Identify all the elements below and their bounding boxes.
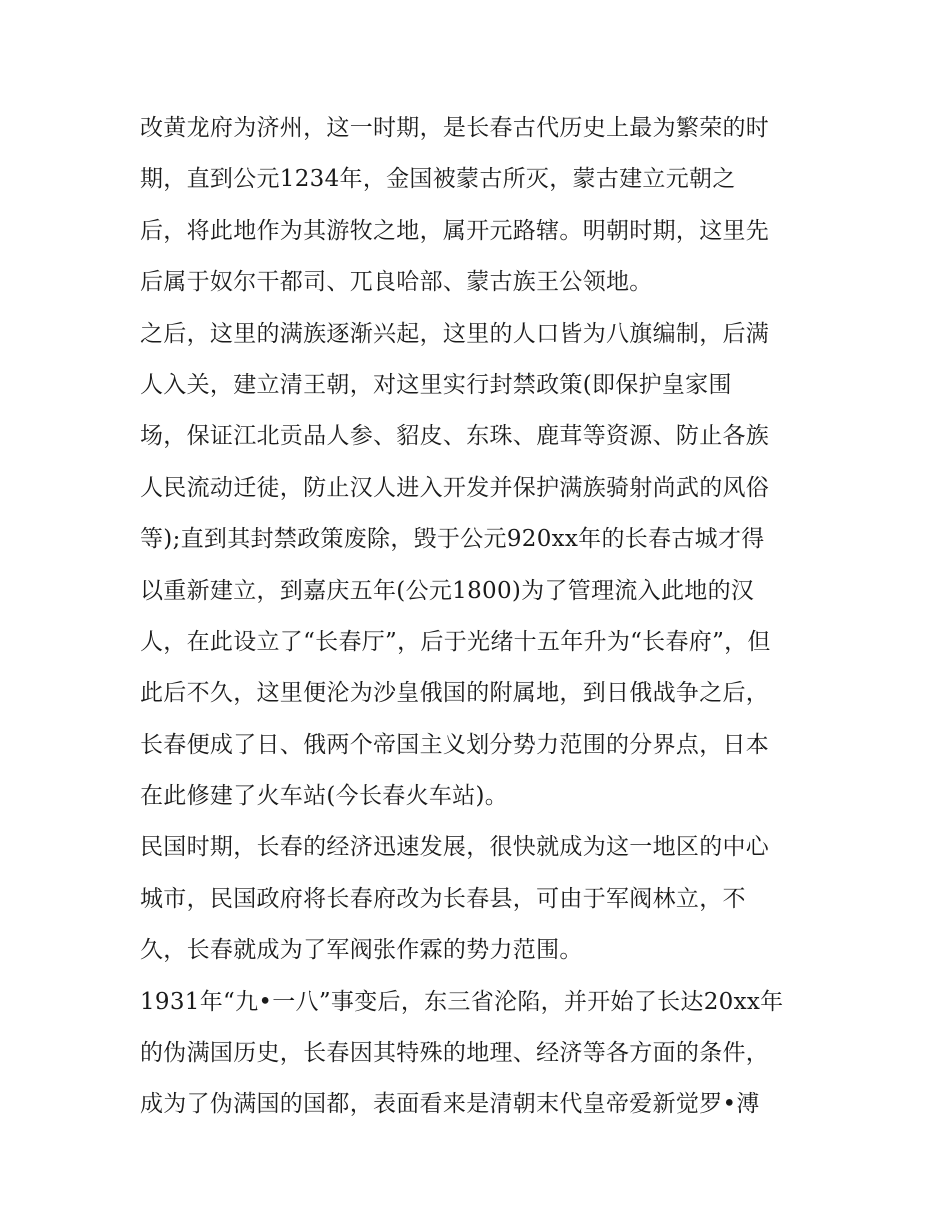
- text-line: 1931年“九•一八”事变后，东三省沦陷，并开始了长达20xx年: [140, 988, 784, 1015]
- document-body: [140, 103, 820, 1131]
- text-line: 在此修建了火车站(今长春火车站)。: [140, 783, 509, 810]
- text-line: 久，长春就成为了军阀张作霖的势力范围。: [140, 937, 583, 964]
- text-line: 改黄龙府为济州，这一时期，是长春古代历史上最为繁荣的时: [140, 115, 770, 141]
- text-line: 人入关，建立清王朝，对这里实行封禁政策(即保护皇家围: [140, 371, 732, 398]
- text-line: 后属于奴尔干都司、兀良哈部、蒙古族王公领地。: [140, 269, 653, 296]
- text-line: 长春便成了日、俄两个帝国主义划分势力范围的分界点，日本: [140, 731, 770, 758]
- text-line: 人民流动迁徒，防止汉人进入开发并保护满族骑射尚武的风俗: [140, 474, 770, 501]
- text-line: 此后不久，这里便沦为沙皇俄国的附属地，到日俄战争之后，: [140, 680, 770, 707]
- text-line: 成为了伪满国的国都，表面看来是清朝末代皇帝爱新觉罗•溥: [140, 1091, 760, 1118]
- text-line: 的伪满国历史，长春因其特殊的地理、经济等各方面的条件，: [140, 1040, 770, 1067]
- text-line: 民国时期，长春的经济迅速发展，很快就成为这一地区的中心: [140, 834, 770, 861]
- text-line: 以重新建立，到嘉庆五年(公元1800)为了管理流入此地的汉: [140, 577, 755, 604]
- text-line: 后，将此地作为其游牧之地，属开元路辖。明朝时期，这里先: [140, 217, 770, 244]
- text-line: 场，保证江北贡品人参、貂皮、东珠、鹿茸等资源、防止各族: [140, 423, 770, 450]
- text-line: 之后，这里的满族逐渐兴起，这里的人口皆为八旗编制，后满: [140, 320, 770, 347]
- text-line: 期，直到公元1234年，金国被蒙古所灭，蒙古建立元朝之: [140, 166, 736, 193]
- text-line: 人，在此设立了“长春厅”，后于光绪十五年升为“长春府”，但: [140, 628, 771, 655]
- text-line: 城市，民国政府将长春府改为长春县，可由于军阀林立，不: [140, 885, 746, 912]
- text-line: 等);直到其封禁政策废除，毁于公元920xx年的长春古城才得: [140, 526, 765, 553]
